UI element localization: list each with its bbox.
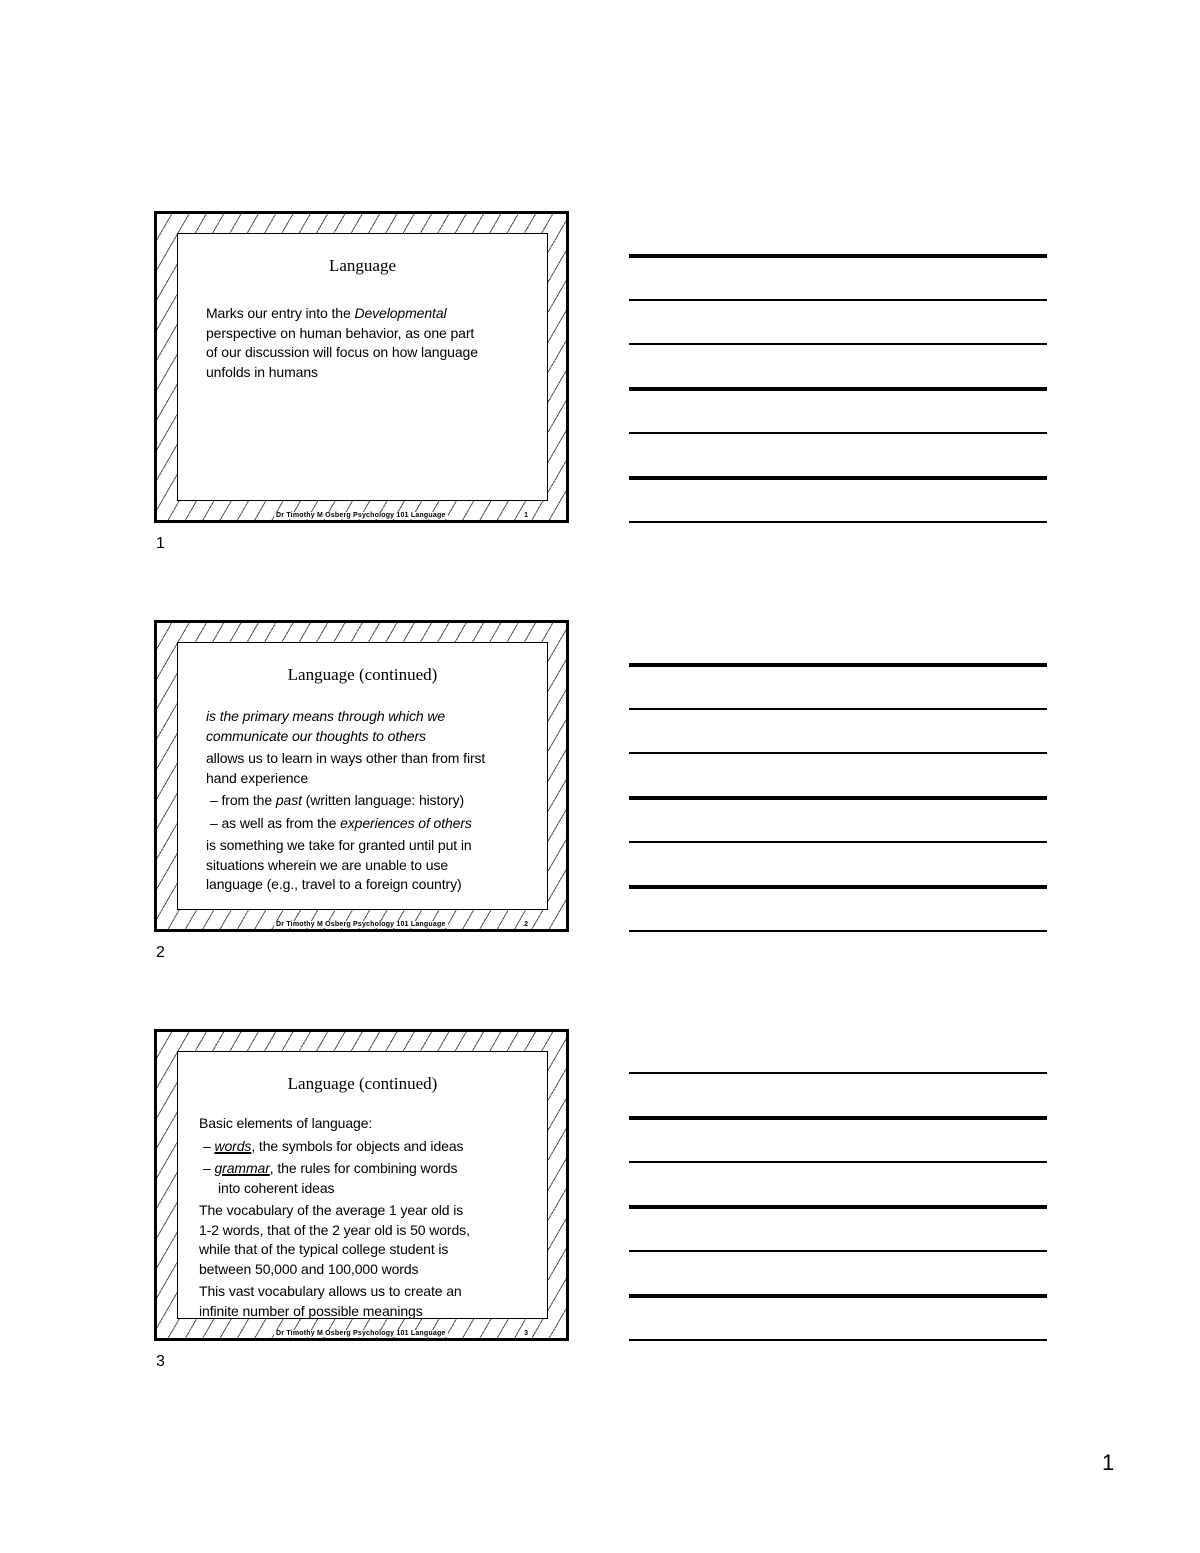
slide-3 (154, 1029, 569, 1341)
body-line: – grammar, the rules for combining words (203, 1160, 458, 1176)
slide-body (206, 304, 533, 382)
emphasis-text: grammar (214, 1160, 270, 1176)
body-line: is the primary means through which we (206, 708, 446, 724)
slide-title: Language (continued) (287, 665, 438, 684)
note-line (629, 1116, 1047, 1120)
slide-number: 3 (524, 1330, 528, 1337)
note-line (629, 1161, 1047, 1163)
emphasis-text: Developmental (354, 305, 447, 321)
body-line: situations wherein we are unable to use (206, 856, 449, 873)
body-line: of our discussion will focus on how language (206, 344, 478, 360)
body-line: hand experience (206, 769, 309, 786)
body-line: This vast vocabulary allows us to create an (199, 1283, 462, 1299)
note-line (629, 841, 1047, 843)
slide-number: 2 (524, 921, 528, 928)
body-line: Marks our entry into the Developmental (206, 305, 447, 321)
slide-title: Language (328, 256, 397, 275)
body-line: between 50,000 and 100,000 words (199, 1260, 419, 1277)
body-line: – words, the symbols for objects and ideas (203, 1137, 464, 1154)
slide-body (199, 1114, 533, 1321)
body-line: allows us to learn in ways other than from first (206, 750, 486, 766)
note-line (629, 1072, 1047, 1074)
note-line (629, 752, 1047, 754)
body-line: into coherent ideas (218, 1179, 335, 1196)
body-line: while that of the typical college student is (199, 1241, 449, 1257)
slide-content (177, 233, 548, 501)
note-line (629, 1294, 1047, 1298)
slide-footer: Dr Timothy M Osberg Psychology 101 Language (276, 512, 446, 519)
note-line (629, 299, 1047, 301)
body-line: – from the past (written language: history) (210, 792, 465, 808)
body-line: – as well as from the experiences of others (210, 814, 472, 831)
slide-footer: Dr Timothy M Osberg Psychology 101 Language (276, 1330, 446, 1337)
body-line: infinite number of possible meanings (199, 1302, 423, 1319)
slide-footer: Dr Timothy M Osberg Psychology 101 Language (276, 921, 446, 928)
slide-label: 1 (156, 535, 165, 552)
slide-label: 2 (156, 944, 165, 961)
note-line (629, 930, 1047, 932)
slide-content (177, 1051, 548, 1319)
note-line (629, 1205, 1047, 1209)
body-line: perspective on human behavior, as one part (206, 324, 475, 341)
body-line: communicate our thoughts to others (206, 727, 426, 744)
slide-body (206, 707, 533, 895)
emphasis-text: past (275, 792, 302, 808)
note-line (629, 708, 1047, 710)
note-line (629, 1250, 1047, 1252)
emphasis-text: experiences of others (340, 814, 472, 831)
body-line: 1-2 words, that of the 2 year old is 50 words, (199, 1221, 470, 1238)
page-number: 1 (1102, 1450, 1115, 1475)
slide-2 (154, 620, 569, 932)
slide-title: Language (continued) (287, 1074, 438, 1093)
slide-1 (154, 211, 569, 523)
body-line: language (e.g., travel to a foreign country) (206, 876, 462, 892)
body-line: is something we take for granted until put in (206, 837, 472, 853)
note-line (629, 254, 1047, 258)
note-line (629, 885, 1047, 889)
note-line (629, 476, 1047, 480)
slide-label: 3 (156, 1353, 165, 1370)
note-line (629, 663, 1047, 667)
emphasis-text: words (214, 1137, 252, 1154)
body-line: Basic elements of language: (199, 1115, 373, 1131)
note-line (629, 796, 1047, 800)
body-line: The vocabulary of the average 1 year old is (199, 1202, 464, 1218)
note-line (629, 343, 1047, 345)
note-line (629, 387, 1047, 391)
note-line (629, 521, 1047, 523)
slide-content (177, 642, 548, 910)
note-line (629, 432, 1047, 434)
note-line (629, 1339, 1047, 1341)
slide-number: 1 (524, 512, 528, 519)
body-line: unfolds in humans (206, 363, 318, 380)
